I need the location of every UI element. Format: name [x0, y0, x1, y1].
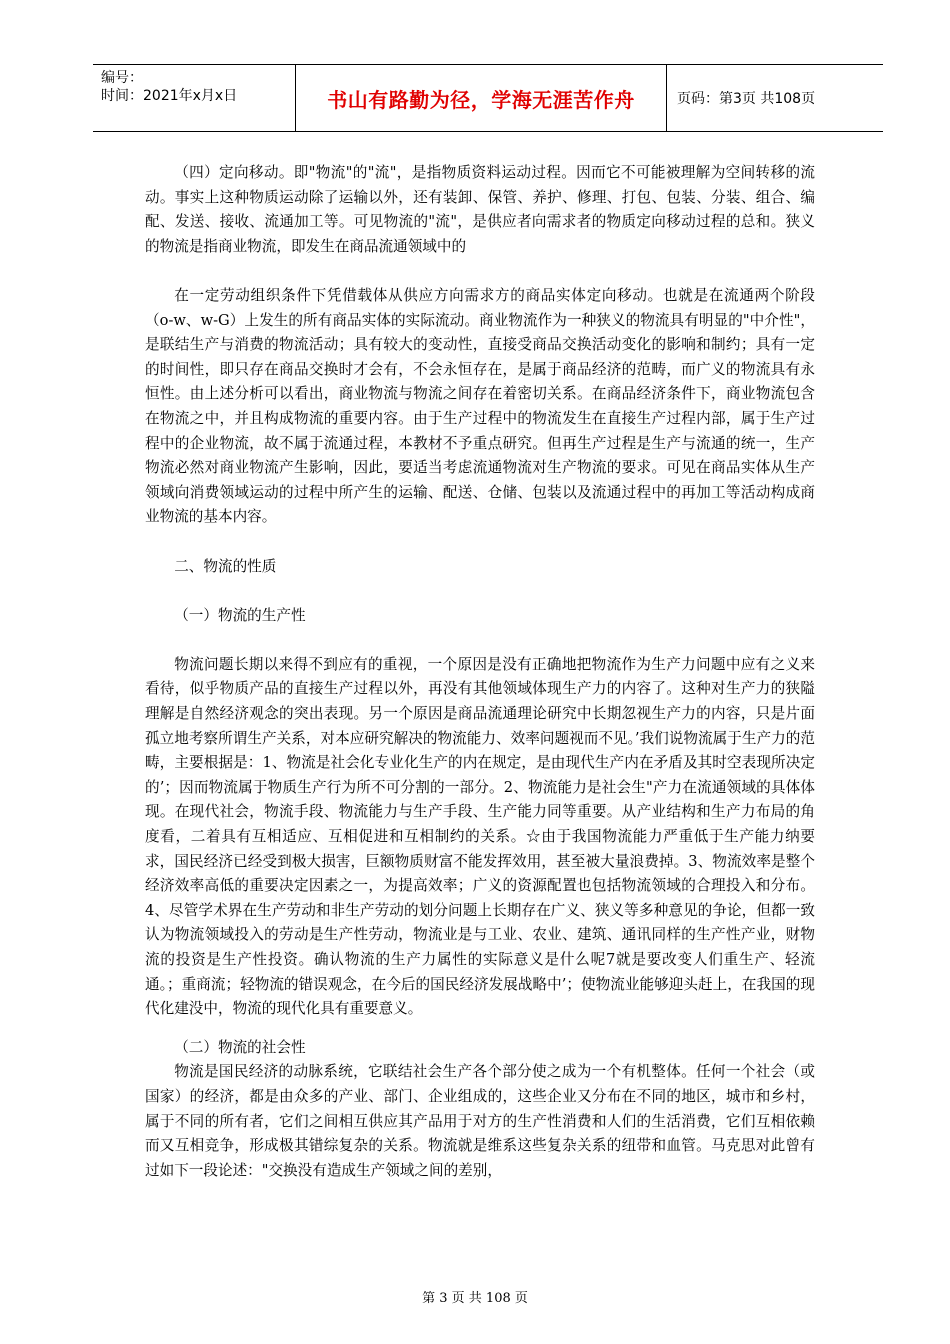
header-page-number: 页码：第3页 共108页	[677, 91, 816, 107]
document-body	[145, 161, 815, 1183]
paragraph-directional-movement: （四）定向移动。即"物流"的"流"，是指物质资料运动过程。因而它不可能被理解为空间转移的流动。事实上这种物质运动除了运输以外，还有装卸、保管、养护、修理、打包、包装、分装、组合、编配、发送、接收、流通加工等。可见物流的"流"，是供应者向需求者的物质定向移动过程的总和。狭义的物流是指商业物流，即发生在商品流通领域中的	[145, 164, 815, 255]
paragraph-social: 物流是国民经济的动脉系统，它联结社会生产各个部分使之成为一个有机整体。任何一个社会（或国家）的经济，都是由众多的产业、部门、企业组成的，这些企业又分布在不同的地区，城市和乡村，属于不同的所有者，它们之间相互供应其产品用于对方的生产性消费和人们的生活消费，它们互相依赖而又互相竞争，形成极其错综复杂的关系。物流就是维系这些复杂关系的纽带和血管。马克思对此曾有过如下一段论述："交换没有造成生产领域之间的差别，	[145, 1063, 815, 1179]
header-motto: 书山有路勤为径，学海无涯苦作舟	[327, 87, 635, 112]
time-label: 时间：2021年x月x日	[101, 88, 238, 104]
subsection-heading-social: （二）物流的社会性	[174, 1038, 306, 1056]
subsection-heading-productivity: （一）物流的生产性	[174, 606, 306, 624]
section-heading-nature: 二、物流的性质	[174, 557, 277, 575]
page-header	[93, 64, 883, 132]
number-label: 编号：	[101, 70, 143, 86]
paragraph-productivity: 物流问题长期以来得不到应有的重视，一个原因是没有正确地把物流作为生产力问题中应有之义来看待，似乎物质产品的直接生产过程以外，再没有其他领域体现生产力的内容了。这种对生产力的狭隘理解是自然经济观念的突出表现。另一个原因是商品流通理论研究中长期忽视生产力的内容，只是片面孤立地考察所谓生产关系，对本应研究解决的物流能力、效率问题视而不见。’我们说物流属于生产力的范畴，主要根据是：1、物流是社会化专业化生产的内在规定，是由现代生产内在矛盾及其时空表现所决定的’；因而物流属于物质生产行为所不可分割的一部分。2、物流能力是社会生"产力在流通领域的具体体现。在现代社会，物流手段、物流能力与生产手段、生产能力同等重要。从产业结构和生产力布局的角度看，二着具有互相适应、互相促进和互相制约的关系。☆由于我国物流能力严重低于生产能力纳要求，国民经济已经受到极大损害，巨额物质财富不能发挥效用，甚至被大量浪费掉。3、物流效率是整个经济效率高低的重要决定因素之一，为提高效率；广义的资源配置也包括物流领域的合理投入和分布。4、尽管学术界在生产劳动和非生产劳动的划分问题上长期存在广义、狭义等多种意见的争论，但都一致认为物流领域投入的劳动是生产性劳动，物流业是与工业、农业、建筑、通讯同样的生产性产业，财物流的投资是生产性投资。确认物流的生产力属性的实际意义是什么呢7就是要改变人们重生产、轻流通。；重商流；轻物流的错误观念，在今后的国民经济发展战略中’；使物流业能够迎头赶上，在我国的现代化建没中，物流的现代化具有重要意义。	[145, 655, 815, 1018]
header-meta	[93, 65, 295, 131]
paragraph-commercial-logistics: 在一定劳动组织条件下凭借载体从供应方向需求方的商品实体定向移动。也就是在流通两个阶段（o-w、w-G）上发生的所有商品实体的实际流动。商业物流作为一种狭义的物流具有明显的"中介性"，是联结生产与消费的物流活动；具有较大的变动性，直接受商品交换活动变化的影响和制约；具有一定的时间性，即只存在商品交换时才会有，不会永恒存在，是属于商品经济的范畴，而广义的物流具有永恒性。由上述分析可以看出，商业物流与物流之间存在着密切关系。在商品经济条件下，商业物流包含在物流之中，并且构成物流的重要内容。由于生产过程中的物流发生在直接生产过程内部，属于生产过程中的企业物流，故不属于流通过程，本教材不予重点研究。但再生产过程是生产与流通的统一，生产物流必然对商业物流产生影响，因此，要适当考虑流通物流对生产物流的要求。可见在商品实体从生产领域向消费领域运动的过程中所产生的运输、配送、仓储、包装以及流通过程中的再加工等活动构成商业物流的基本内容。	[145, 286, 815, 526]
page-footer: 第 3 页 共 108 页	[422, 1291, 528, 1306]
